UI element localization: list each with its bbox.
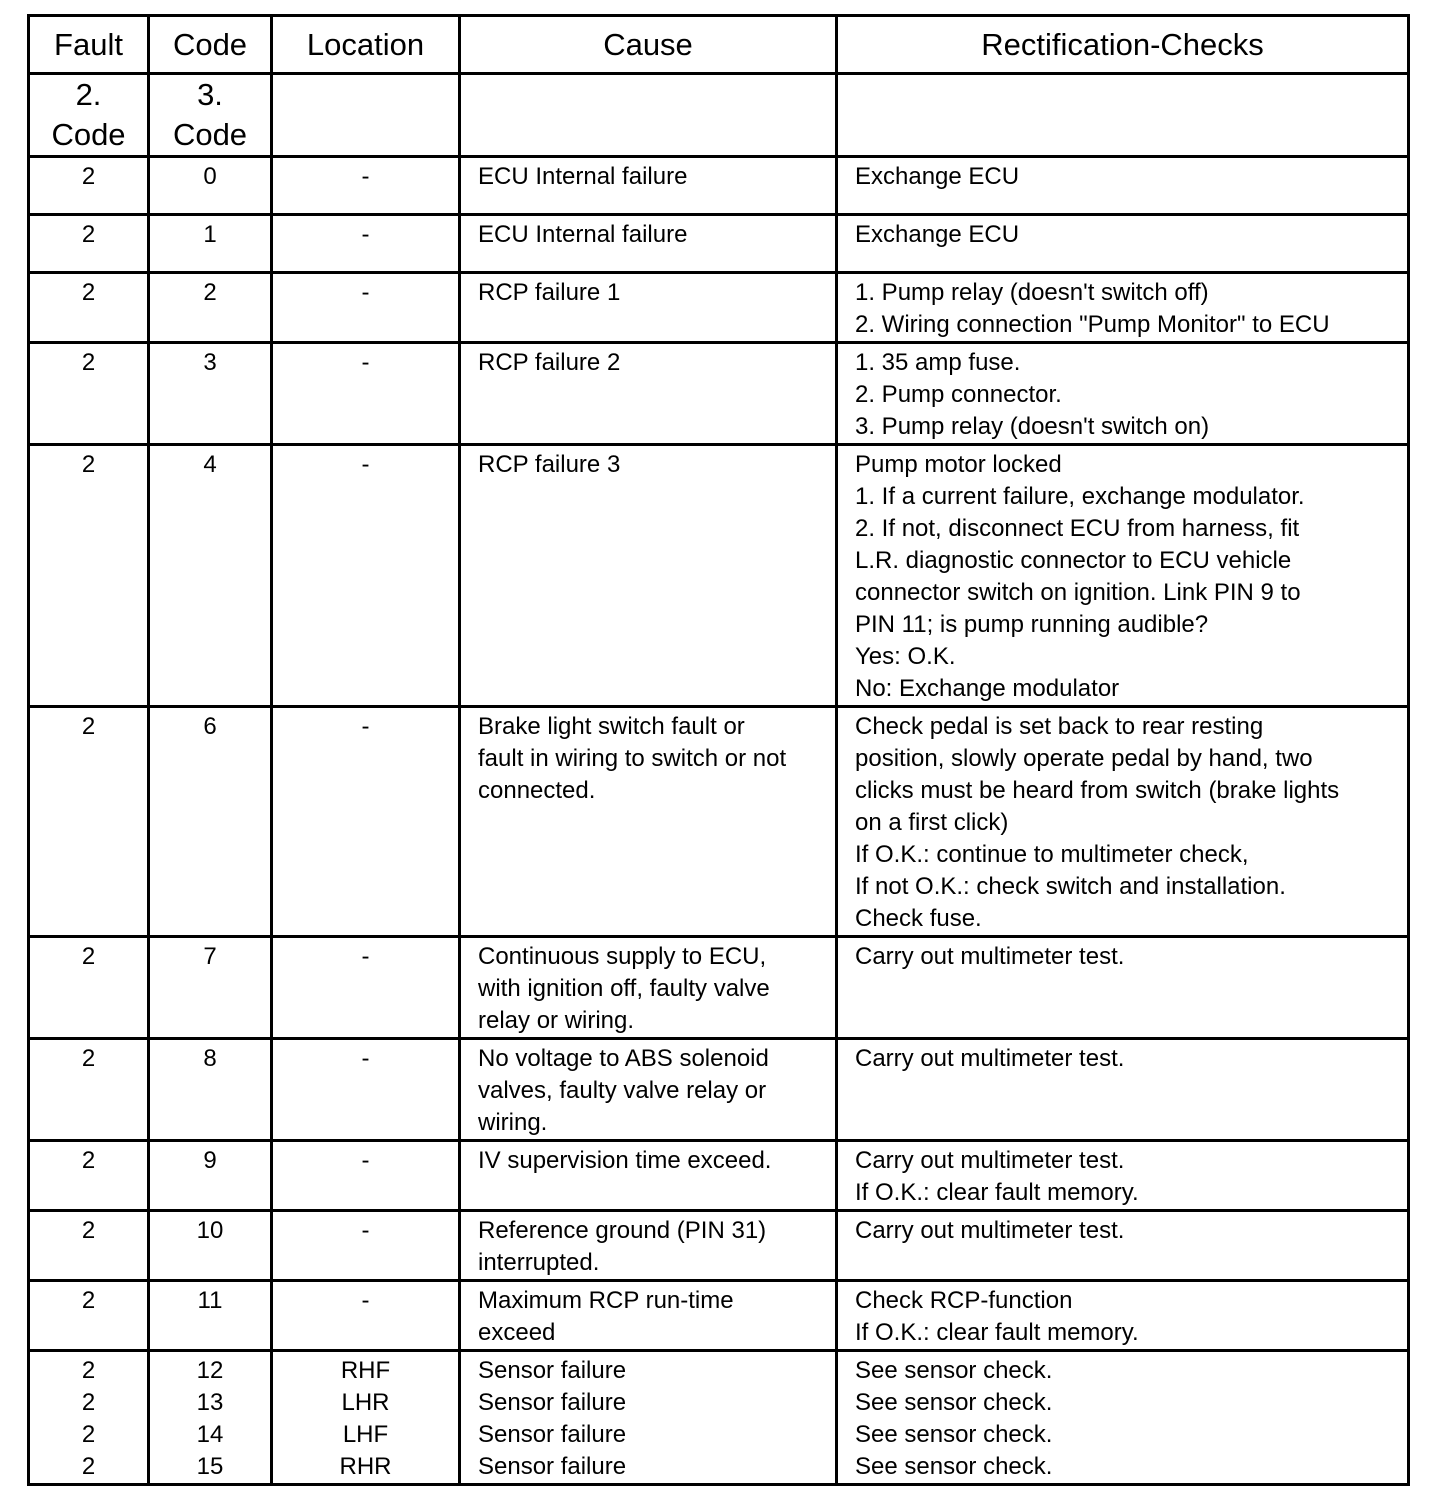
code-cell: 10 xyxy=(149,1211,272,1281)
fault-cell: 2 xyxy=(29,445,149,707)
table-row xyxy=(29,1211,1409,1281)
subheader-fault xyxy=(29,74,149,157)
checks-cell xyxy=(837,1039,1409,1141)
cause-cell xyxy=(460,343,837,445)
header-row xyxy=(29,16,1409,74)
header-location: Location xyxy=(272,16,460,74)
fault-code-table xyxy=(27,14,1407,1480)
cause-line: Reference ground (PIN 31) xyxy=(478,1217,767,1244)
cause-line: exceed xyxy=(478,1319,556,1346)
cause-line: Sensor failure xyxy=(478,1389,627,1416)
header-cause: Cause xyxy=(460,16,837,74)
fault-cell xyxy=(29,1351,149,1485)
table-row xyxy=(29,215,1409,273)
code-cell: 0 xyxy=(149,157,272,215)
cause-cell xyxy=(460,937,837,1039)
table-row xyxy=(29,937,1409,1039)
checks-cell xyxy=(837,1211,1409,1281)
fault-cell: 2 xyxy=(29,1141,149,1211)
checks-cell xyxy=(837,343,1409,445)
code-line: 14 xyxy=(196,1421,224,1448)
cause-cell xyxy=(460,1351,837,1485)
cause-line: relay or wiring. xyxy=(478,1007,635,1034)
subheader-text: Code xyxy=(172,117,248,152)
checks-line: 2. Pump connector. xyxy=(855,381,1062,408)
cause-line: Maximum RCP run-time xyxy=(478,1287,734,1314)
checks-line: on a first click) xyxy=(855,809,1009,836)
code-cell: 3 xyxy=(149,343,272,445)
cause-line: wiring. xyxy=(478,1109,548,1136)
cause-line: interrupted. xyxy=(478,1249,600,1276)
checks-line: 1. If a current failure, exchange modulator. xyxy=(855,483,1305,510)
code-cell: 2 xyxy=(149,273,272,343)
cause-line: RCP failure 2 xyxy=(478,349,621,376)
fault-cell: 2 xyxy=(29,157,149,215)
checks-line: See sensor check. xyxy=(855,1453,1053,1480)
table-row xyxy=(29,1039,1409,1141)
table-row xyxy=(29,343,1409,445)
code-cell: 7 xyxy=(149,937,272,1039)
header-rectification-checks: Rectification-Checks xyxy=(837,16,1409,74)
fault-line: 2 xyxy=(81,1453,96,1480)
checks-line: Pump motor locked xyxy=(855,451,1062,478)
checks-line: Check RCP-function xyxy=(855,1287,1073,1314)
code-line: 13 xyxy=(196,1389,224,1416)
cause-line: with ignition off, faulty valve xyxy=(478,975,770,1002)
code-cell: 9 xyxy=(149,1141,272,1211)
cause-line: RCP failure 3 xyxy=(478,451,621,478)
cause-cell xyxy=(460,1211,837,1281)
cause-line: ECU Internal failure xyxy=(478,163,688,190)
checks-cell xyxy=(837,445,1409,707)
checks-line: clicks must be heard from switch (brake lights xyxy=(855,777,1340,804)
subheader-location xyxy=(272,74,460,157)
subheader-checks xyxy=(837,74,1409,157)
subheader-cause xyxy=(460,74,837,157)
cause-line: RCP failure 1 xyxy=(478,279,621,306)
cause-line: Continuous supply to ECU, xyxy=(478,943,767,970)
fault-cell: 2 xyxy=(29,1281,149,1351)
checks-cell xyxy=(837,937,1409,1039)
table-row-sensors xyxy=(29,1351,1409,1485)
cause-line: valves, faulty valve relay or xyxy=(478,1077,767,1104)
location-cell: - xyxy=(272,343,460,445)
checks-line: connector switch on ignition. Link PIN 9 to xyxy=(855,579,1301,606)
table-row xyxy=(29,273,1409,343)
checks-cell xyxy=(837,707,1409,937)
table-row xyxy=(29,707,1409,937)
fault-line: 2 xyxy=(81,1421,96,1448)
checks-line: PIN 11; is pump running audible? xyxy=(855,611,1209,638)
fault-cell: 2 xyxy=(29,1211,149,1281)
fault-cell: 2 xyxy=(29,937,149,1039)
checks-cell xyxy=(837,1141,1409,1211)
checks-line: If O.K.: clear fault memory. xyxy=(855,1319,1139,1346)
checks-line: See sensor check. xyxy=(855,1357,1053,1384)
location-cell: - xyxy=(272,1039,460,1141)
fault-cell: 2 xyxy=(29,343,149,445)
cause-line: Brake light switch fault or xyxy=(478,713,745,740)
checks-line: Carry out multimeter test. xyxy=(855,1147,1125,1174)
cause-line: IV supervision time exceed. xyxy=(478,1147,772,1174)
cause-cell xyxy=(460,273,837,343)
cause-line: Sensor failure xyxy=(478,1453,627,1480)
fault-cell: 2 xyxy=(29,273,149,343)
checks-line: See sensor check. xyxy=(855,1421,1053,1448)
location-cell: - xyxy=(272,1281,460,1351)
header-fault: Fault xyxy=(29,16,149,74)
fault-line: 2 xyxy=(81,1389,96,1416)
checks-line: Exchange ECU xyxy=(855,221,1020,248)
fault-cell: 2 xyxy=(29,707,149,937)
location-cell: - xyxy=(272,445,460,707)
location-cell: - xyxy=(272,157,460,215)
subheader-text: Code xyxy=(51,117,126,152)
checks-cell xyxy=(837,1281,1409,1351)
location-cell: - xyxy=(272,1211,460,1281)
location-cell: - xyxy=(272,937,460,1039)
checks-line: Carry out multimeter test. xyxy=(855,1045,1125,1072)
cause-cell xyxy=(460,445,837,707)
location-line: RHR xyxy=(339,1453,392,1480)
cause-cell xyxy=(460,157,837,215)
cause-line: No voltage to ABS solenoid xyxy=(478,1045,769,1072)
table-row xyxy=(29,1141,1409,1211)
checks-line: Carry out multimeter test. xyxy=(855,1217,1125,1244)
cause-cell xyxy=(460,1141,837,1211)
cause-cell xyxy=(460,215,837,273)
cause-cell xyxy=(460,1281,837,1351)
subheader-text: 3. xyxy=(197,77,223,112)
checks-line: L.R. diagnostic connector to ECU vehicle xyxy=(855,547,1292,574)
checks-line: If O.K.: continue to multimeter check, xyxy=(855,841,1249,868)
checks-line: 2. If not, disconnect ECU from harness, fit xyxy=(855,515,1300,542)
checks-line: Carry out multimeter test. xyxy=(855,943,1125,970)
checks-line: No: Exchange modulator xyxy=(855,675,1120,702)
cause-line: connected. xyxy=(478,777,596,804)
table-row xyxy=(29,1281,1409,1351)
location-cell: - xyxy=(272,215,460,273)
location-cell: - xyxy=(272,273,460,343)
checks-cell xyxy=(837,157,1409,215)
checks-line: 1. Pump relay (doesn't switch off) xyxy=(855,279,1209,306)
checks-cell xyxy=(837,1351,1409,1485)
code-line: 12 xyxy=(196,1357,224,1384)
code-cell: 4 xyxy=(149,445,272,707)
location-line: LHR xyxy=(341,1389,390,1416)
cause-cell xyxy=(460,707,837,937)
subheader-row xyxy=(29,74,1409,157)
checks-line: Yes: O.K. xyxy=(855,643,956,670)
cause-line: Sensor failure xyxy=(478,1421,627,1448)
checks-line: Check pedal is set back to rear resting xyxy=(855,713,1264,740)
location-cell: - xyxy=(272,1141,460,1211)
fault-cell: 2 xyxy=(29,1039,149,1141)
code-cell: 8 xyxy=(149,1039,272,1141)
code-cell: 6 xyxy=(149,707,272,937)
checks-line: If not O.K.: check switch and installation. xyxy=(855,873,1286,900)
checks-line: Check fuse. xyxy=(855,905,982,932)
checks-line: 2. Wiring connection "Pump Monitor" to ECU xyxy=(855,311,1330,338)
fault-line: 2 xyxy=(81,1357,96,1384)
checks-line: See sensor check. xyxy=(855,1389,1053,1416)
checks-cell xyxy=(837,215,1409,273)
subheader-code xyxy=(149,74,272,157)
cause-line: Sensor failure xyxy=(478,1357,627,1384)
header-code: Code xyxy=(149,16,272,74)
location-line: LHF xyxy=(342,1421,389,1448)
location-line: RHF xyxy=(340,1357,391,1384)
checks-line: If O.K.: clear fault memory. xyxy=(855,1179,1139,1206)
checks-line: 1. 35 amp fuse. xyxy=(855,349,1021,376)
code-cell: 1 xyxy=(149,215,272,273)
code-cell: 11 xyxy=(149,1281,272,1351)
checks-cell xyxy=(837,273,1409,343)
cause-line: ECU Internal failure xyxy=(478,221,688,248)
cause-cell xyxy=(460,1039,837,1141)
checks-line: 3. Pump relay (doesn't switch on) xyxy=(855,413,1210,440)
location-cell xyxy=(272,1351,460,1485)
fault-cell: 2 xyxy=(29,215,149,273)
cause-line: fault in wiring to switch or not xyxy=(478,745,787,772)
table-row xyxy=(29,445,1409,707)
code-cell xyxy=(149,1351,272,1485)
table-row xyxy=(29,157,1409,215)
checks-line: position, slowly operate pedal by hand, two xyxy=(855,745,1313,772)
code-line: 15 xyxy=(196,1453,224,1480)
location-cell: - xyxy=(272,707,460,937)
subheader-text: 2. xyxy=(75,77,102,112)
checks-line: Exchange ECU xyxy=(855,163,1020,190)
